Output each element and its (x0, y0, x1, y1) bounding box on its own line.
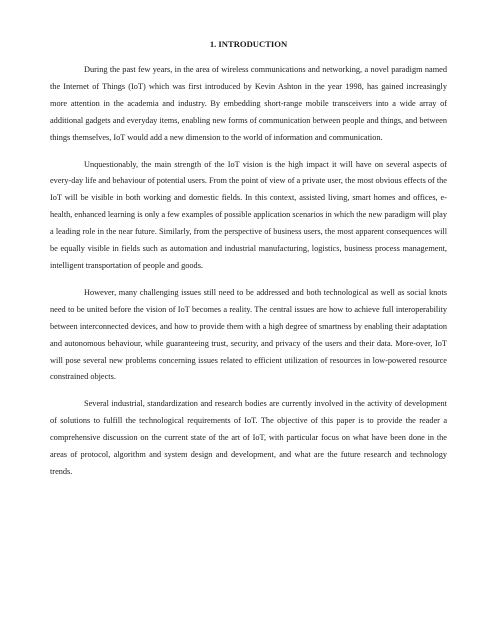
section-heading: 1. INTRODUCTION (209, 39, 288, 49)
paragraph-4: Several industrial, standardization and research bodies are currently involved in the activity of development of solutions to fulfill the technological requirements of IoT. The objective of this paper is to provide the reader a comprehensive discussion on the current state of the art of IoT, with particular focus on what have been done in the areas of protocol, algorithm and system design and development, and what are the future research and technology trends. (50, 399, 447, 476)
paragraph-3: However, many challenging issues still need to be addressed and both technological as well as social knots need to be united before the vision of IoT becomes a reality. The central issues are how to achieve full interoperability between interconnected devices, and how to provide them with a high degree of smartness by enabling their adaptation and autonomous behaviour, while guaranteeing trust, security, and privacy of the users and their data. More-over, IoT will pose several new problems concerning issues related to efficient utilization of resources in low-powered resource constrained objects. (50, 287, 447, 382)
paragraph-1: During the past few years, in the area of wireless communications and networking, a novel paradigm named the Internet of Things (IoT) which was first introduced by Kevin Ashton in the year 1998, has gained increasingly more attention in the academia and industry. By embedding short-range mobile transceivers into a wide array of additional gadgets and everyday items, enabling new forms of communication between people and things, and between things themselves, IoT would add a new dimension to the world of information and communication. (50, 65, 447, 142)
paragraph-2: Unquestionably, the main strength of the IoT vision is the high impact it will have on several aspects of every-day life and behaviour of potential users. From the point of view of a private user, the most obvious effects of the IoT will be visible in both working and domestic fields. In this context, assisted living, smart homes and offices, e-health, enhanced learning is only a few examples of possible application scenarios in which the new paradigm will play a leading role in the near future. Similarly, from the perspective of business users, the most apparent consequences will be equally visible in fields such as automation and industrial manufacturing, logistics, business process management, intelligent transportation of people and goods. (50, 159, 447, 270)
